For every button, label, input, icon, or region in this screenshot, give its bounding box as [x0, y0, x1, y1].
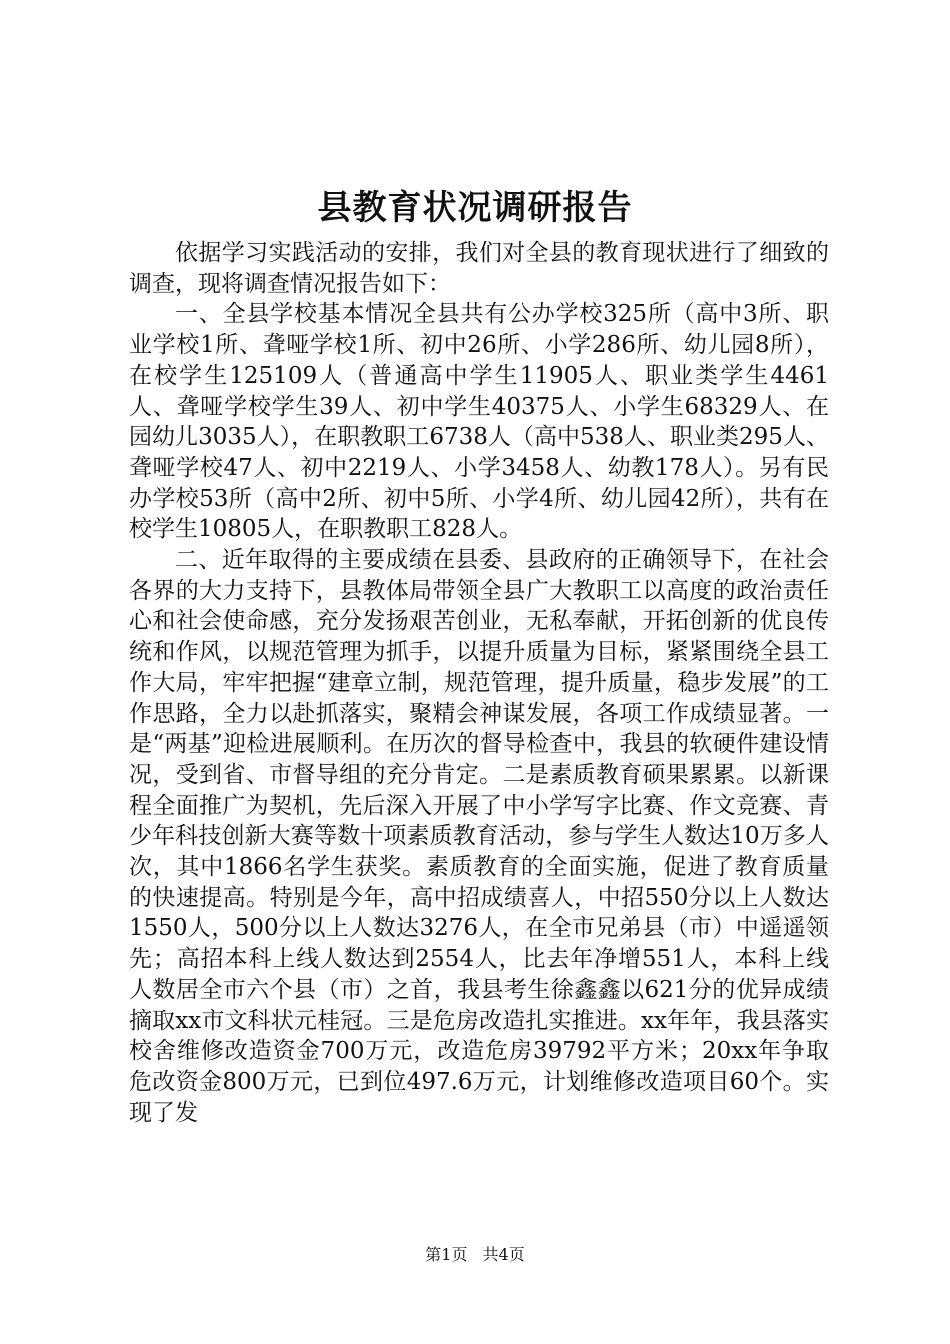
document-body	[129, 238, 829, 1128]
page-number-current: 第1页	[425, 1245, 468, 1264]
page-footer	[0, 1244, 950, 1266]
page-number-total: 共4页	[482, 1245, 525, 1264]
paragraph-achievements: 二、近年取得的主要成绩在县委、县政府的正确领导下，在社会各界的大力支持下，县教体局带领全县广大教职工以高度的政治责任心和社会使命感，充分发扬艰苦创业，无私奉献，开拓创新的优良传统和作风，以规范管理为抓手，以提升质量为目标，紧紧围绕全县工作大局，牢牢把握“建章立制，规范管理，提升质量，稳步发展”的工作思路，全力以赴抓落实，聚精会神谋发展，各项工作成绩显著。一是“两基”迎检进展顺利。在历次的督导检查中，我县的软硬件建设情况，受到省、市督导组的充分肯定。二是素质教育硕果累累。以新课程全面推广为契机，先后深入开展了中小学写字比赛、作文竞赛、青少年科技创新大赛等数十项素质教育活动，参与学生人数达10万多人次，其中1866名学生获奖。素质教育的全面实施，促进了教育质量的快速提高。特别是今年，高中招成绩喜人，中招550分以上人数达1550人，500分以上人数达3276人，在全市兄弟县（市）中遥遥领先；高招本科上线人数达到2554人，比去年净增551人，本科上线人数居全市六个县（市）之首，我县考生徐鑫鑫以621分的优异成绩摘取xx市文科状元桂冠。三是危房改造扎实推进。xx年年，我县落实校舍维修改造资金700万元，改造危房39792平方米；20xx年争取危改资金800万元，已到位497.6万元，计划维修改造项目60个。实现了发	[129, 547, 829, 1126]
paragraph-school-overview: 一、全县学校基本情况全县共有公办学校325所（高中3所、职业学校1所、聋哑学校1所、初中26所、小学286所、幼儿园8所），在校学生125109人（普通高中学生11905人、职业类学生4461人、聋哑学校学生39人、初中学生40375人、小学生68329人、在园幼儿3035人），在职教职工6738人（高中538人、职业类295人、聋哑学校47人、初中2219人、小学3458人、幼教178人）。另有民办学校53所（高中2所、初中5所、小学4所、幼儿园42所），共有在校学生10805人，在职教职工828人。	[129, 301, 829, 543]
paragraph-intro: 依据学习实践活动的安排，我们对全县的教育现状进行了细致的调查，现将调查情况报告如下：	[129, 240, 829, 297]
document-title: 县教育状况调研报告	[317, 188, 633, 228]
